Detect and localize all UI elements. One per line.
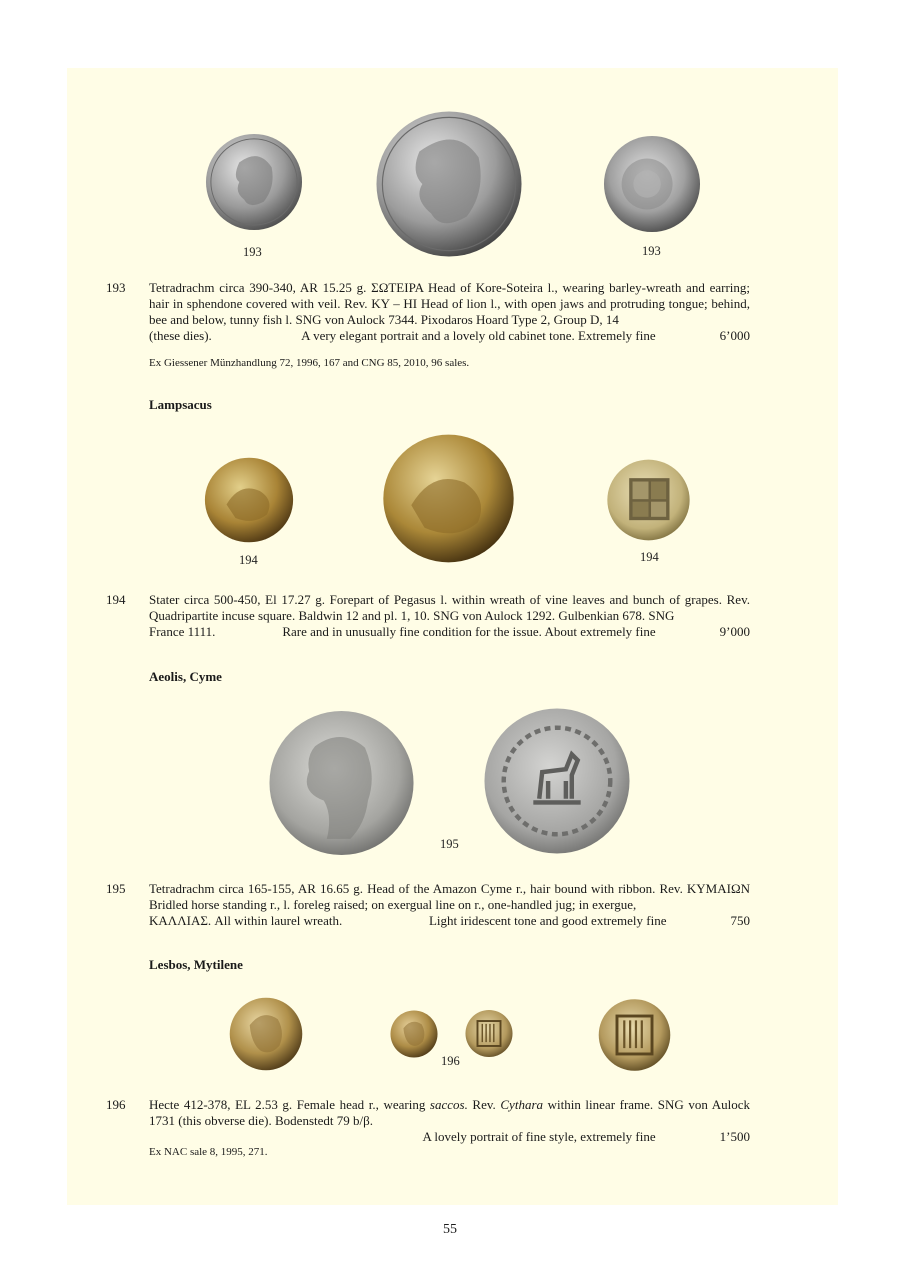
lot-196-price: 1’500 (719, 1129, 750, 1144)
lot-194-last-line (149, 624, 750, 640)
coin-194-reverse-incuse-image (601, 458, 696, 542)
coin-194-obverse-small-image (204, 455, 294, 545)
coin-196-obverse-enlarged-image (229, 997, 303, 1071)
plate-label-194-right: 194 (640, 550, 659, 564)
lot-196-text (149, 1097, 750, 1129)
lot-193-description (149, 280, 750, 344)
section-heading-aeolis-cyme: Aeolis, Cyme (149, 669, 222, 684)
plate-label-195: 195 (440, 837, 459, 851)
plate-label-194-left: 194 (239, 553, 258, 567)
section-heading-lesbos-mytilene: Lesbos, Mytilene (149, 957, 243, 972)
lot-194-lead: France 1111. (149, 624, 216, 639)
lot-196-text-c: within linear frame. SNG von Aulock 1731 (this obverse die). Bodenstedt 79 b/β. (149, 1097, 751, 1128)
coin-193-obverse-enlarged-image (375, 108, 523, 260)
lot-number-193: 193 (106, 280, 126, 295)
lot-193-last-line (149, 328, 750, 344)
lot-number-196: 196 (106, 1097, 126, 1112)
coin-194-obverse-enlarged-image (381, 432, 516, 565)
section-heading-lampsacus: Lampsacus (149, 397, 212, 412)
lot-193-lead: (these dies). (149, 328, 212, 343)
page-number: 55 (443, 1222, 457, 1237)
coin-195-reverse-horse-image (483, 706, 631, 856)
lot-196-text-a: Hecte 412-378, EL 2.53 g. Female head r., wearing (149, 1097, 430, 1112)
coin-196-reverse-enlarged-image (598, 996, 671, 1074)
lot-193-condition: A very elegant portrait and a lovely old cabinet tone. Extremely fine (301, 328, 656, 343)
lot-195-text: Tetradrachm circa 165-155, AR 16.65 g. Head of the Amazon Cyme r., hair bound with ribbon. Rev. ΚΥΜΑΙΩΝ Bridled horse standing r., l. foreleg raised; on exergual line on r., one-handled jug; in exergue, (149, 881, 750, 912)
coin-196-obverse-small-image (389, 1010, 439, 1058)
plate-label-193-left: 193 (243, 245, 262, 259)
lot-195-description (149, 881, 750, 929)
lot-193-text: Tetradrachm circa 390-340, AR 15.25 g. ΣΩΤΕΙΡΑ Head of Kore-Soteira l., wearing barley-wreath and earring; hair in sphendone covered with veil. Rev. ΚΥ – ΗΙ Head of lion l., with open jaws and protruding tongue; behind, bee and below, tunny fish l. SNG von Aulock 7344. Pixodaros Hoard Type 2, Group D, 14 (149, 280, 750, 327)
coin-196-reverse-small-image (465, 1008, 513, 1059)
lot-196-last-line (149, 1129, 750, 1145)
lot-194-text: Stater circa 500-450, El 17.27 g. Forepart of Pegasus l. within wreath of vine leaves and bunch of grapes. Rev. Quadripartite incuse square. Baldwin 12 and pl. 1, 10. SNG von Aulock 1292. Gulbenkian 678. SNG (149, 592, 750, 623)
coin-193-reverse-lion-image (602, 135, 702, 233)
lot-193-provenance: Ex Giessener Münzhandlung 72, 1996, 167 and CNG 85, 2010, 96 sales. (149, 357, 470, 369)
lot-194-condition: Rare and in unusually fine condition for the issue. About extremely fine (282, 624, 656, 639)
lot-number-195: 195 (106, 881, 126, 896)
lot-194-description (149, 592, 750, 640)
plate-label-193-right: 193 (642, 244, 661, 258)
lot-193-price: 6’000 (719, 328, 750, 343)
lot-196-text-b: Rev. (467, 1097, 501, 1112)
lot-195-last-line (149, 913, 750, 929)
lot-196-description (149, 1097, 750, 1145)
lot-195-condition: Light iridescent tone and good extremely fine (428, 913, 667, 928)
plate-label-196: 196 (441, 1054, 460, 1068)
lot-196-provenance: Ex NAC sale 8, 1995, 271. (149, 1146, 268, 1158)
coin-193-obverse-small-image (205, 133, 303, 231)
lot-195-price: 750 (730, 913, 750, 928)
coin-195-obverse-image (268, 707, 415, 859)
lot-196-italic-saccos: saccos. (429, 1097, 468, 1112)
lot-194-price: 9’000 (719, 624, 750, 639)
lot-number-194: 194 (106, 592, 126, 607)
lot-196-condition: A lovely portrait of fine style, extremely fine (422, 1129, 656, 1144)
lot-195-lead: ΚΑΛΛΙΑΣ. All within laurel wreath. (149, 913, 343, 928)
lot-196-italic-cythara: Cythara (500, 1097, 544, 1112)
